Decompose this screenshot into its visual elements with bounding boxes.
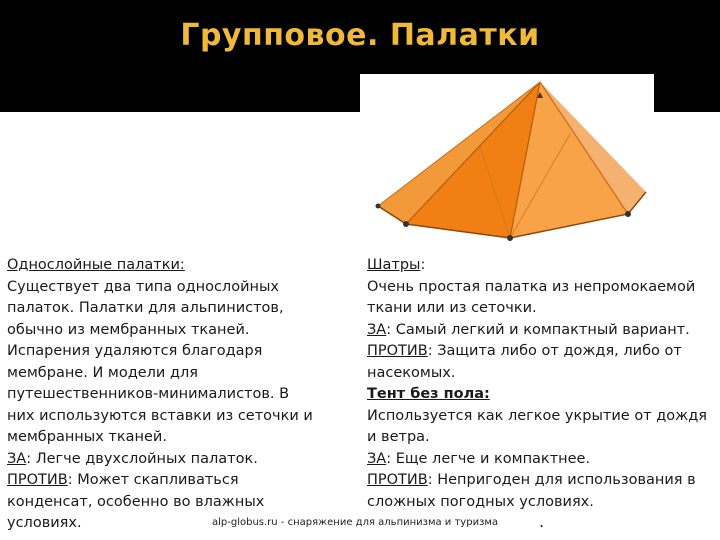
slide-title: Групповое. Палатки — [180, 18, 540, 53]
con-line — [367, 470, 717, 492]
text-line: мембране. И модели для — [7, 364, 198, 381]
heading-shatry-colon: : — [420, 257, 426, 273]
pro-label: ЗА — [367, 321, 387, 338]
text-line: обычно из мембранных тканей. — [7, 321, 250, 338]
text-line: условиях. — [7, 515, 82, 531]
single-layer-tents-section — [7, 255, 352, 535]
pro-label: ЗА — [7, 450, 27, 467]
footer-dot: . — [539, 512, 545, 531]
section-heading-single-layer: Однослойные палатки: — [7, 257, 185, 273]
text-line: путешественников-минималистов. В — [7, 386, 290, 402]
text-line: ткани или из сеточки. — [367, 300, 537, 316]
section-heading-shatry — [367, 255, 717, 277]
con-line — [367, 341, 717, 363]
pro-text: : Легче двухслойных палаток. — [26, 450, 258, 467]
footer-source-text: alp-globus.ru - снаряжение для альпинизма и туризма — [212, 517, 499, 528]
con-label: ПРОТИВ — [367, 472, 428, 488]
heading-shatry-text: Шатры — [367, 257, 421, 273]
text-line: сложных погодных условиях. — [367, 493, 594, 510]
pro-line — [7, 449, 352, 471]
pro-line — [367, 449, 717, 471]
text-line: Существует два типа однослойных — [7, 278, 280, 295]
con-text: : Защита либо от дождя, либо от — [427, 343, 682, 359]
pro-line — [367, 320, 717, 342]
con-text: : Может скапливаться — [67, 472, 239, 488]
pro-label: ЗА — [367, 450, 387, 467]
text-line: них используются вставки из сеточки и — [7, 407, 313, 424]
text-line: палаток. Палатки для альпинистов, — [7, 300, 284, 316]
tarp-tents-section — [367, 255, 717, 513]
con-text: : Непригоден для использования в — [427, 472, 696, 488]
con-label: ПРОТИВ — [367, 343, 428, 359]
text-line: мембранных тканей. — [7, 429, 167, 445]
tent-illustration-icon — [360, 74, 654, 244]
text-line: Испарения удаляются благодаря — [7, 343, 263, 359]
con-label: ПРОТИВ — [7, 472, 68, 488]
text-line: Используется как легкое укрытие от дождя — [367, 407, 707, 424]
text-line: насекомых. — [367, 364, 456, 381]
con-line — [7, 470, 352, 492]
pro-text: : Еще легче и компактнее. — [386, 450, 591, 467]
section-heading-floorless-tarp: Тент без пола: — [367, 386, 490, 402]
text-line: и ветра. — [367, 429, 430, 445]
text-line: конденсат, особенно во влажных — [7, 493, 265, 510]
text-line: Очень простая палатка из непромокаемой — [367, 278, 696, 295]
pro-text: : Самый легкий и компактный вариант. — [386, 321, 690, 338]
